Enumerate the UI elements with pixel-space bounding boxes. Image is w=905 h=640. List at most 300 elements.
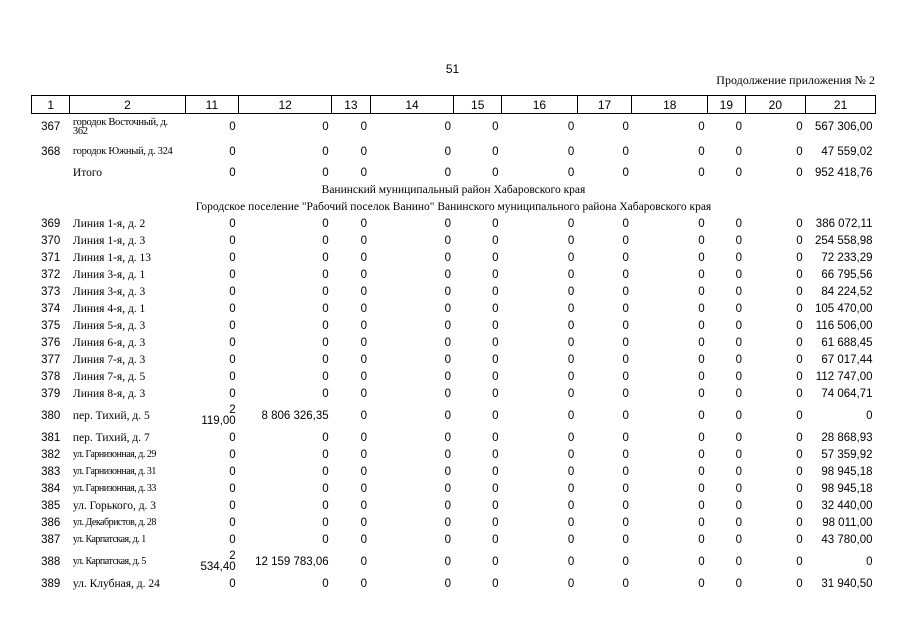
split-value-top: 2 [229,549,236,562]
total-cell: 74 064,71 [821,387,873,400]
value-cell: 0 [796,120,803,133]
header-row [32,96,876,114]
value-cell: 8 806 326,35 [261,409,329,422]
value-cell: 0 [360,465,368,478]
value-cell: 0 [622,448,629,461]
value-cell: 0 [492,370,499,383]
value-cell: 0 [492,268,499,281]
value-cell: 0 [735,499,743,512]
value-cell: 0 [698,268,705,281]
value-cell: 0 [567,465,575,478]
table-row [32,283,876,300]
value-cell: 0 [735,516,743,529]
value-cell: 0 [735,166,743,179]
total-cell: 567 306,00 [814,120,873,133]
value-cell: 0 [492,319,499,332]
value-cell: 0 [492,145,499,158]
value-cell: 0 [622,499,629,512]
table-row [32,368,876,385]
value-cell: 0 [622,387,629,400]
value-cell: 0 [567,336,575,349]
value-cell: 0 [322,465,329,478]
header-cell: 11 [185,96,239,114]
value-cell: 0 [360,145,368,158]
total-cell: 98 011,00 [822,516,873,529]
section-row [32,181,876,198]
header-cell: 14 [370,96,454,114]
table-row [32,480,876,497]
value-cell: 0 [360,353,368,366]
value-cell: 0 [229,482,236,495]
total-cell: 67 017,44 [821,353,873,366]
value-cell: 0 [444,285,451,298]
address-cell: ул. Гарнизонная, д. 31 [72,466,156,477]
value-cell: 0 [735,448,743,461]
value-cell: 0 [444,533,451,546]
row-number: 378 [41,370,61,383]
value-cell: 0 [567,431,575,444]
value-cell: 0 [444,268,451,281]
value-cell: 0 [698,516,705,529]
value-cell: 0 [229,217,236,230]
value-cell: 0 [622,145,629,158]
address-cell: ул. Клубная, д. 24 [72,577,160,590]
row-number: 374 [41,302,61,315]
value-cell: 0 [567,482,575,495]
table-row [32,429,876,446]
table-row [32,463,876,480]
total-cell: 61 688,45 [821,336,873,349]
total-cell: 57 359,92 [821,448,873,461]
value-cell: 0 [492,577,499,590]
value-cell: 0 [492,234,499,247]
row-number: 376 [41,336,61,349]
value-cell: 0 [444,555,451,568]
total-cell: 0 [866,555,873,568]
table-body [32,96,876,593]
value-cell: 0 [622,533,629,546]
value-cell: 0 [229,499,236,512]
value-cell: 0 [360,336,368,349]
row-number: 371 [41,251,61,264]
value-cell: 0 [567,516,575,529]
value-cell: 0 [444,370,451,383]
value-cell: 0 [796,387,803,400]
header-cell: 2 [70,96,185,114]
row-number: 370 [41,234,61,247]
value-cell: 0 [796,370,803,383]
table-row [32,334,876,351]
value-cell: 0 [322,217,329,230]
value-cell: 0 [229,336,236,349]
row-number [32,164,70,181]
value-cell: 0 [735,533,743,546]
value-cell: 0 [492,120,499,133]
value-cell: 0 [229,533,236,546]
address-cell: Линия 7-я, д. 3 [72,353,146,366]
value-cell: 0 [796,319,803,332]
value-cell: 0 [567,166,575,179]
address-cell: Линия 1-я, д. 13 [72,251,152,264]
table-row [32,164,876,181]
value-cell: 0 [492,336,499,349]
value-cell: 0 [567,251,575,264]
table-row [32,402,876,429]
value-cell: 0 [698,285,705,298]
total-cell: 112 747,00 [815,370,873,383]
split-value-top: 2 [229,403,236,416]
value-cell: 0 [360,370,368,383]
value-cell: 0 [698,166,705,179]
value-cell: 0 [698,499,705,512]
table-row [32,351,876,368]
value-cell: 0 [622,516,629,529]
value-cell: 0 [229,387,236,400]
total-cell: 116 506,00 [815,319,873,332]
value-cell: 0 [622,482,629,495]
value-cell: 0 [322,166,329,179]
value-cell: 0 [229,448,236,461]
value-cell: 0 [492,482,499,495]
row-number: 369 [41,217,61,230]
value-cell: 0 [622,120,629,133]
value-cell: 0 [796,409,803,422]
total-cell: 105 470,00 [814,302,873,315]
row-number: 367 [41,120,61,133]
row-number: 383 [41,465,61,478]
address-cell: Линия 5-я, д. 3 [72,319,146,332]
value-cell: 0 [360,251,368,264]
value-cell: 0 [735,482,743,495]
value-cell: 0 [492,285,499,298]
table-row [32,249,876,266]
table-row [32,300,876,317]
value-cell: 0 [322,302,329,315]
table-row [32,215,876,232]
address-cell: Линия 1-я, д. 2 [72,217,146,230]
value-cell: 0 [796,166,803,179]
value-cell: 0 [698,370,705,383]
value-cell: 0 [492,409,499,422]
value-cell: 0 [444,302,451,315]
value-cell: 0 [698,533,705,546]
value-cell: 0 [444,387,451,400]
value-cell: 0 [492,499,499,512]
table-row [32,531,876,548]
value-cell: 0 [360,166,368,179]
address-cell: Линия 6-я, д. 3 [72,336,146,349]
value-cell: 0 [492,166,499,179]
table-row [32,497,876,514]
total-cell: 31 940,50 [821,577,873,590]
value-cell: 0 [444,336,451,349]
value-cell: 0 [229,268,236,281]
value-cell: 0 [229,353,236,366]
value-cell: 0 [322,431,329,444]
value-cell: 0 [796,251,803,264]
value-cell: 0 [567,145,575,158]
value-cell: 0 [360,268,368,281]
total-cell: 386 072,11 [815,217,873,230]
header-cell: 18 [632,96,708,114]
value-cell: 0 [698,431,705,444]
value-cell: 0 [322,533,329,546]
address-cell: городок Восточный, д. 362 [72,116,168,137]
row-number: 375 [41,319,61,332]
table-row [32,317,876,334]
value-cell: 0 [567,409,575,422]
value-cell: 0 [567,555,575,568]
total-cell: 952 418,76 [814,166,873,179]
table-row [32,514,876,531]
value-cell: 0 [796,353,803,366]
value-cell: 0 [360,431,368,444]
address-cell: Линия 1-я, д. 3 [72,234,146,247]
value-cell: 0 [735,319,743,332]
header-cell: 13 [332,96,370,114]
value-cell: 0 [622,353,629,366]
value-cell: 0 [360,285,368,298]
value-cell: 0 [444,319,451,332]
total-cell: 254 558,98 [814,234,873,247]
value-cell: 0 [492,302,499,315]
value-cell: 0 [735,336,743,349]
value-cell: 0 [229,577,236,590]
value-cell: 0 [698,336,705,349]
address-cell: Линия 3-я, д. 1 [72,268,146,281]
total-cell: 32 440,00 [821,499,873,512]
value-cell: 0 [492,465,499,478]
row-number: 385 [41,499,61,512]
header-cell: 16 [501,96,577,114]
address-cell: Линия 8-я, д. 3 [72,387,146,400]
value-cell: 0 [698,465,705,478]
value-cell: 0 [698,577,705,590]
total-cell: 98 945,18 [821,465,873,478]
value-cell: 0 [492,448,499,461]
value-cell: 0 [322,268,329,281]
address-cell: ул. Карпатская, д. 5 [72,556,146,567]
value-cell: 0 [444,166,451,179]
value-cell: 0 [735,268,743,281]
value-cell: 0 [796,285,803,298]
table-row [32,446,876,463]
header-cell: 17 [577,96,632,114]
value-cell: 0 [322,285,329,298]
value-cell: 0 [698,555,705,568]
value-cell: 0 [622,409,629,422]
value-cell: 0 [444,482,451,495]
value-cell: 0 [796,499,803,512]
value-cell: 0 [622,370,629,383]
row-number: 382 [41,448,61,461]
value-cell: 12 159 783,06 [255,555,329,568]
value-cell: 0 [796,336,803,349]
value-cell: 0 [567,268,575,281]
value-cell: 0 [360,387,368,400]
value-cell: 0 [229,285,236,298]
value-cell: 0 [322,499,329,512]
value-cell: 0 [735,285,743,298]
value-cell: 0 [698,251,705,264]
value-cell: 0 [796,533,803,546]
value-cell: 0 [444,353,451,366]
value-cell: 0 [492,516,499,529]
address-cell: ул. Гарнизонная, д. 29 [72,449,156,460]
row-number: 387 [41,533,61,546]
value-cell: 0 [622,302,629,315]
value-cell: 0 [229,465,236,478]
value-cell: 0 [360,409,368,422]
value-cell: 0 [229,234,236,247]
address-cell: городок Южный, д. 324 [72,146,173,157]
value-cell: 0 [698,145,705,158]
address-cell: ул. Декабристов, д. 28 [72,517,156,528]
row-number: 388 [41,555,61,568]
value-cell: 0 [444,251,451,264]
value-cell: 0 [492,353,499,366]
value-cell: 0 [567,370,575,383]
value-cell: 0 [444,120,451,133]
value-cell: 0 [698,353,705,366]
value-cell: 0 [567,319,575,332]
value-cell: 0 [567,302,575,315]
value-cell: 0 [229,516,236,529]
value-cell: 0 [698,120,705,133]
value-cell: 0 [796,555,803,568]
page-number: 51 [445,62,460,76]
appendix-note: Продолжение приложения № 2 [716,73,875,87]
header-cell: 20 [745,96,806,114]
value-cell: 0 [698,482,705,495]
header-cell: 15 [454,96,502,114]
section-heading-district: Ванинский муниципальный район Хабаровского края [321,183,586,196]
value-cell: 0 [698,409,705,422]
value-cell: 0 [567,234,575,247]
value-cell: 0 [322,387,329,400]
value-cell: 0 [322,336,329,349]
split-value-cell [185,402,239,429]
value-cell: 0 [360,516,368,529]
header-cell: 1 [32,96,70,114]
value-cell: 0 [698,319,705,332]
value-cell: 0 [492,431,499,444]
value-cell: 0 [622,431,629,444]
value-cell: 0 [796,145,803,158]
address-cell: ул. Горького, д. 3 [72,499,157,512]
split-value-cell [185,548,239,575]
value-cell: 0 [735,431,743,444]
value-cell: 0 [796,302,803,315]
value-cell: 0 [698,217,705,230]
value-cell: 0 [567,217,575,230]
value-cell: 0 [360,499,368,512]
value-cell: 0 [229,431,236,444]
address-cell: ул. Карпатская, д. 1 [72,534,146,545]
value-cell: 0 [796,465,803,478]
table-row [32,266,876,283]
value-cell: 0 [360,319,368,332]
value-cell: 0 [444,499,451,512]
value-cell: 0 [735,145,743,158]
value-cell: 0 [567,120,575,133]
value-cell: 0 [229,251,236,264]
value-cell: 0 [796,268,803,281]
value-cell: 0 [735,217,743,230]
value-cell: 0 [444,465,451,478]
address-cell: Линия 4-я, д. 1 [72,302,146,315]
value-cell: 0 [796,234,803,247]
row-number: 377 [41,353,61,366]
header-cell: 12 [239,96,332,114]
value-cell: 0 [444,409,451,422]
total-cell: 0 [866,409,873,422]
address-cell: пер. Тихий, д. 7 [72,431,150,444]
value-cell: 0 [322,251,329,264]
row-number: 372 [41,268,61,281]
value-cell: 0 [360,448,368,461]
value-cell: 0 [567,499,575,512]
value-cell: 0 [735,251,743,264]
value-cell: 0 [444,431,451,444]
value-cell: 0 [322,120,329,133]
value-cell: 0 [622,268,629,281]
value-cell: 0 [360,234,368,247]
value-cell: 0 [360,482,368,495]
total-cell: 98 945,18 [821,482,873,495]
address-cell: пер. Тихий, д. 5 [72,409,150,422]
value-cell: 0 [444,145,451,158]
value-cell: 0 [796,448,803,461]
address-cell: Линия 7-я, д. 5 [72,370,146,383]
value-cell: 0 [229,319,236,332]
row-number: 389 [41,577,61,590]
value-cell: 0 [622,166,629,179]
value-cell: 0 [360,302,368,315]
value-cell: 0 [360,533,368,546]
value-cell: 0 [492,387,499,400]
value-cell: 0 [229,120,236,133]
row-number: 384 [41,482,61,495]
row-number: 380 [41,409,61,422]
value-cell: 0 [567,387,575,400]
split-value-bottom: 119,00 [201,414,236,427]
value-cell: 0 [735,409,743,422]
value-cell: 0 [360,120,368,133]
value-cell: 0 [567,353,575,366]
row-number: 379 [41,387,61,400]
value-cell: 0 [322,516,329,529]
table-row [32,575,876,592]
table-row [32,548,876,575]
value-cell: 0 [698,448,705,461]
address-cell: ул. Гарнизонная, д. 33 [72,483,156,494]
value-cell: 0 [735,120,743,133]
total-cell: 84 224,52 [821,285,873,298]
value-cell: 0 [735,387,743,400]
total-cell: 43 780,00 [821,533,873,546]
section-heading-settlement: Городское поселение "Рабочий поселок Ванино" Ванинского муниципального района Хабаровского края [195,200,712,213]
value-cell: 0 [492,555,499,568]
value-cell: 0 [322,448,329,461]
value-cell: 0 [735,465,743,478]
table-row [32,385,876,402]
value-cell: 0 [322,482,329,495]
value-cell: 0 [229,145,236,158]
value-cell: 0 [735,555,743,568]
split-value-bottom: 534,40 [200,560,236,573]
row-number: 368 [41,145,61,158]
